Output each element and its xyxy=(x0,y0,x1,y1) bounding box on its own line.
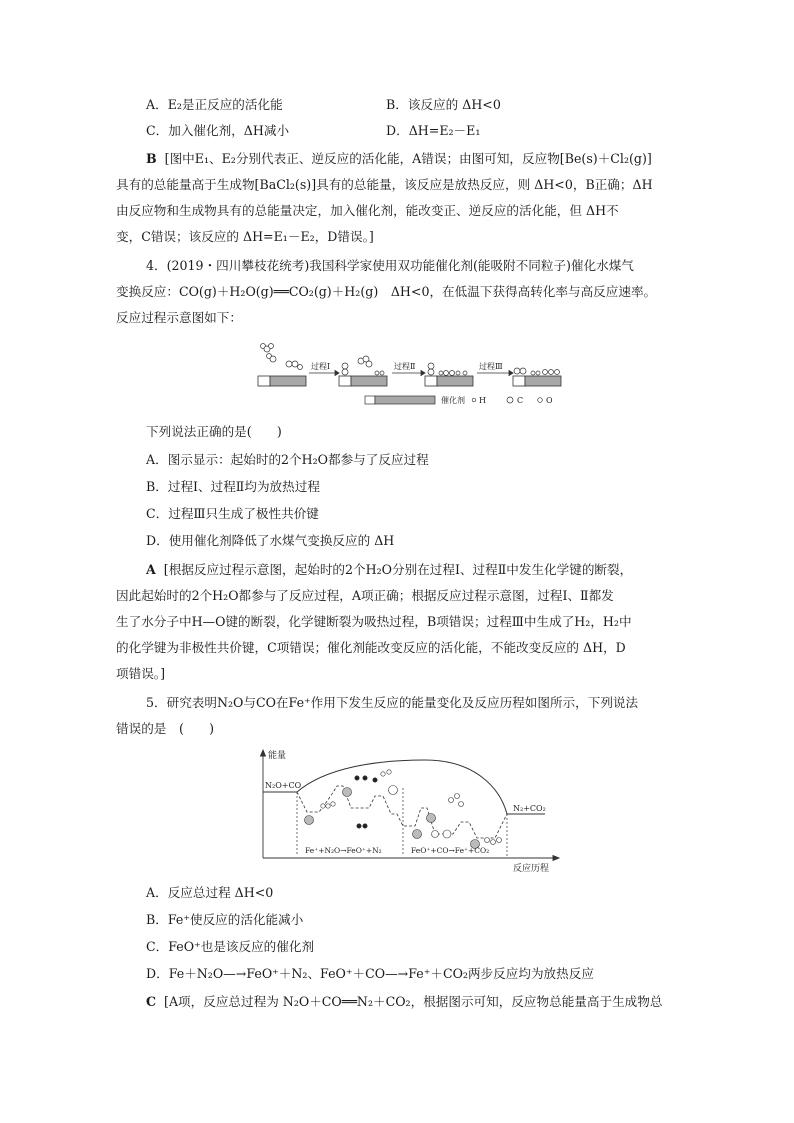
molecules-stage-3 xyxy=(428,363,467,376)
q4-answer-line-1 xyxy=(146,561,632,579)
q5-answer-letter: C xyxy=(146,994,157,1009)
q4-option-b: B．过程Ⅰ、过程Ⅱ均为放热过程 xyxy=(146,479,320,494)
q4-answer-line-5: 项错误。] xyxy=(116,666,165,681)
q3-option-d: D．ΔH=E₂－E₁ xyxy=(386,123,481,138)
process-step-2-label: 过程Ⅱ xyxy=(394,362,416,371)
catalyst-strip-2 xyxy=(339,376,387,386)
q4-process-figure xyxy=(255,340,565,410)
process-axis-label: 反应历程 xyxy=(513,864,550,873)
q5-energy-diagram xyxy=(255,748,570,873)
q4-stem-line-2: 变换反应：CO(g)＋H₂O(g)══CO₂(g)＋H₂(g) ΔH<0，在低温下获得高转化率与高反应速率。 xyxy=(116,284,657,299)
q5-answer-text-1: [A项，反应总过程为 N₂O＋CO══N₂＋CO₂，根据图示可知，反应物总能量高于生成物总 xyxy=(164,994,663,1009)
step-2-equation-label: FeO⁺+CO→Fe⁺+CO₂ xyxy=(411,846,490,855)
uncatalyzed-energy-curve xyxy=(263,760,545,814)
q3-option-b: B．该反应的 ΔH<0 xyxy=(386,97,501,112)
process-legend xyxy=(365,395,553,405)
q3-option-a: A．E₂是正反应的活化能 xyxy=(146,97,283,112)
q3-answer-text-1: [图中E₁、E₂分别代表正、逆反应的活化能，A错误；由图可知，反应物[Be(s)＋Cl₂(g)] xyxy=(164,151,652,166)
q3-answer-line-3: 由反应物和生成物具有的总能量决定，加入催化剂，能改变正、逆反应的活化能，但 ΔH不 xyxy=(116,203,619,218)
q4-option-c: C．过程Ⅲ只生成了极性共价键 xyxy=(146,506,319,521)
molecules-stage-4 xyxy=(514,368,560,375)
legend-h-label: H xyxy=(479,396,486,405)
q4-answer-line-3: 生了水分子中H—O键的断裂，化学键断裂为吸热过程，B项错误；过程Ⅲ中生成了H₂，H₂中 xyxy=(116,614,632,629)
energy-axis-label: 能量 xyxy=(268,751,287,761)
catalyst-strip-4 xyxy=(513,376,561,386)
q4-option-a: A．图示显示：起始时的2个H₂O都参与了反应过程 xyxy=(146,452,429,467)
q5-answer-line-1 xyxy=(146,993,662,1011)
q4-answer-text-1: [根据反应过程示意图，起始时的2个H₂O分别在过程Ⅰ、过程Ⅱ中发生化学键的断裂， xyxy=(163,562,633,577)
catalyst-strip-3 xyxy=(425,376,473,386)
q4-answer-letter: A xyxy=(146,562,156,577)
q5-option-c: C．FeO⁺也是该反应的催化剂 xyxy=(146,939,315,954)
products-label: N₂+CO₂ xyxy=(513,804,546,813)
reactants-label: N₂O+CO xyxy=(265,781,302,790)
q3-answer-line-1 xyxy=(146,150,652,168)
legend-catalyst-label: 催化剂 xyxy=(441,396,465,405)
q4-option-d: D．使用催化剂降低了水煤气变换反应的 ΔH xyxy=(146,533,395,548)
q4-answer-line-4: 的化学键为非极性共价键，C项错误；催化剂能改变反应的活化能，不能改变反应的 ΔH，D xyxy=(116,640,626,655)
q5-stem-line-2: 错误的是 ( ) xyxy=(116,721,214,736)
process-step-1-label: 过程Ⅰ xyxy=(311,362,331,371)
q3-answer-letter: B xyxy=(146,151,157,166)
molecules-stage-2 xyxy=(342,356,384,375)
q4-question: 下列说法正确的是( ) xyxy=(146,424,282,439)
molecules-stage-1 xyxy=(261,344,303,370)
legend-o-label: O xyxy=(546,396,553,405)
q3-answer-line-4: 变，C错误；该反应的 ΔH=E₁－E₂，D错误。] xyxy=(116,229,374,244)
legend-c-label: C xyxy=(517,396,524,405)
q5-option-d: D．Fe＋N₂O—→FeO⁺＋N₂、FeO⁺＋CO—→Fe⁺＋CO₂两步反应均为放热反应 xyxy=(146,966,594,981)
q4-stem-line-3: 反应过程示意图如下： xyxy=(116,310,242,325)
catalyst-strip-1 xyxy=(258,376,306,386)
step-1-equation-label: Fe⁺+N₂O→FeO⁺+N₂ xyxy=(305,846,382,855)
q4-answer-line-2: 因此起始时的2个H₂O都参与了反应过程，A项正确；根据反应过程示意图，过程Ⅰ、Ⅱ都发 xyxy=(116,588,614,603)
q5-stem-line-1: 5．研究表明N₂O与CO在Fe⁺作用下发生反应的能量变化及反应历程如图所示，下列说法 xyxy=(146,695,639,710)
q4-stem-line-1: 4．(2019・四川攀枝花统考)我国科学家使用双功能催化剂(能吸附不同粒子)催化水煤气 xyxy=(146,258,634,273)
process-step-3-label: 过程Ⅲ xyxy=(479,362,503,371)
q3-option-c: C．加入催化剂，ΔH减小 xyxy=(146,123,290,138)
q5-option-b: B．Fe⁺使反应的活化能减小 xyxy=(146,912,304,927)
q3-answer-line-2: 具有的总能量高于生成物[BaCl₂(s)]具有的总能量，该反应是放热反应，则 ΔH<0，B正确；ΔH xyxy=(116,177,653,192)
q5-option-a: A．反应总过程 ΔH<0 xyxy=(146,885,274,900)
catalyzed-energy-path xyxy=(297,786,507,838)
process-arrows xyxy=(309,371,513,376)
